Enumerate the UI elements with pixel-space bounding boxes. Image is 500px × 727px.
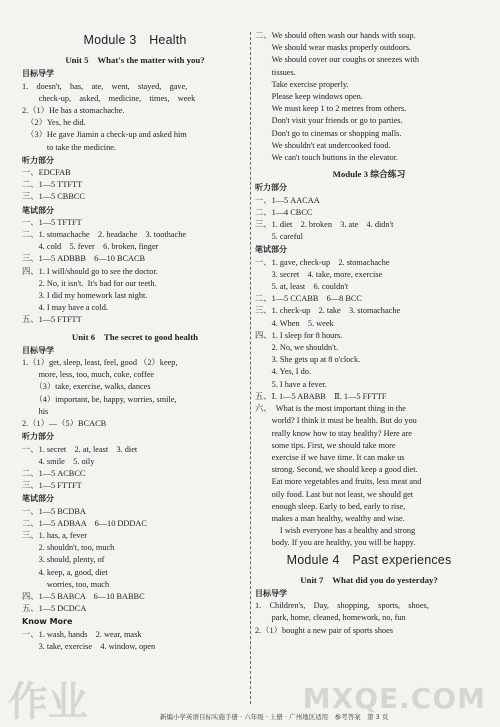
answer-line: 2.（1）bought a new pair of sports shoes	[255, 625, 394, 635]
answer-line: 二、1—5 CCABB 6—8 BCC	[255, 294, 362, 304]
answer-line: 二、1—5 ADBAA 6—10 DDDAC	[22, 518, 147, 528]
answer-line: 一、1—5 TFTFT	[22, 217, 82, 227]
answer-line: 4. keep, a, good, diet	[22, 567, 108, 577]
answer-line: 3. take, exercise 4. window, open	[22, 641, 156, 651]
answer-line: 一、1. gave, check-up 2. stomachache	[255, 257, 390, 267]
answer-line: Don't visit your friends or go to parties.	[255, 116, 403, 126]
right-column	[255, 30, 483, 637]
answer-line: 四、1. I sleep for 8 hours.	[255, 330, 343, 340]
essay-line: 六、 What is the most important thing in the	[255, 404, 406, 414]
answer-line: 五、1—5 DCDCA	[22, 604, 87, 614]
unit-5-title: Unit 5 What's the matter with you?	[65, 55, 205, 66]
answer-line: 三、1. has, a, fever	[22, 530, 87, 540]
essay-line: oily food. Last but not least, we should get	[255, 489, 414, 499]
left-column	[22, 30, 248, 653]
answer-line: We should wear masks properly outdoors.	[255, 43, 412, 53]
answer-line: 三、1—5 CBBCC	[22, 192, 85, 202]
section-heading: 笔试部分	[22, 205, 54, 215]
answer-line: his	[22, 406, 49, 416]
section-heading: 听力部分	[255, 183, 287, 193]
section-heading: 听力部分	[22, 432, 54, 442]
answer-line: We shouldn't eat undercooked food.	[255, 140, 391, 150]
essay-line: really know how to stay healthy? Here are	[255, 428, 412, 438]
answer-line: We can't touch buttons in the elevator.	[255, 153, 398, 163]
answer-line: 1. Children's, Day, shopping, sports, shoes,	[255, 601, 429, 611]
answer-line: 2. shouldn't, too, much	[22, 543, 115, 553]
answer-line: Don't go to cinemas or shopping malls.	[255, 128, 402, 138]
answer-line: We must keep 1 to 2 metres from others.	[255, 104, 407, 114]
page-footer: 新编小学英语目标实施手册 · 六年级 · 上册 · 广州地区适用 参考答案 第 3 页	[160, 713, 389, 721]
answer-line: 五、Ⅰ. 1—5 ABABB Ⅱ. 1—5 FFTTF	[255, 391, 387, 401]
answer-line: worries, too, much	[22, 579, 110, 589]
essay-line: strong. Second, we should keep a good diet.	[255, 465, 418, 475]
unit-6-title: Unit 6 The secret to good health	[71, 331, 199, 342]
answer-line: 一、1—5 BCDBA	[22, 506, 86, 516]
answer-line: 五、1—5 FTFTT	[22, 315, 82, 325]
answer-line: Please keep windows open.	[255, 92, 363, 102]
module-3-title: Module 3 Health	[83, 33, 187, 47]
answer-line: 5. careful	[255, 232, 303, 242]
answer-line: Take exercise properly.	[255, 79, 349, 89]
section-heading: 目标导学	[255, 588, 287, 598]
answer-line: 4. I may have a cold.	[22, 303, 108, 313]
answer-line: park, home, cleaned, homework, no, fun	[255, 613, 406, 623]
module-3-review-title: Module 3 综合练习	[332, 169, 406, 180]
answer-line: 1. doesn't, has, ate, went, stayed, gave,	[22, 81, 188, 91]
answer-line: 四、1. I will/should go to see the doctor.	[22, 266, 158, 276]
answer-line: tissues.	[255, 67, 296, 77]
answer-line: 3. secret 4. take, more, exercise	[255, 269, 383, 279]
essay-line: makes a man healthy, wealthy and wise.	[255, 513, 405, 523]
answer-line: 二、1. stomachache 2. headache 3. toothache	[22, 230, 187, 240]
answer-line: We should cover our coughs or sneezes with	[255, 55, 420, 65]
answer-line: 5. I have a fever.	[255, 379, 327, 389]
answer-line: 一、1. secret 2. at, least 3. diet	[22, 444, 138, 454]
answer-line: 4. When 5. week	[255, 318, 334, 328]
answer-line: 2.（1）—（5）BCACB	[22, 419, 107, 429]
section-heading: 听力部分	[22, 155, 54, 165]
module-4-title: Module 4 Past experiences	[286, 552, 452, 567]
answer-line: 二、1—5 TTFTT	[22, 180, 83, 190]
essay-line: Eat more vegetables and fruits, less meat and	[255, 477, 422, 487]
know-more-heading: Know More	[22, 617, 73, 627]
answer-line: 三、1. check-up 2. take 3. stomachache	[255, 306, 401, 316]
essay-line: exercise if we have time. It can make us	[255, 452, 405, 462]
answer-line: 5. at, least 6. couldn't	[255, 282, 349, 292]
section-heading: 笔试部分	[22, 494, 54, 504]
section-heading: 目标导学	[22, 69, 54, 79]
answer-line: 三、1. diet 2. broken 3. ate 4. didn't	[255, 220, 394, 230]
answer-line: check-up, asked, medicine, times, week	[22, 93, 196, 103]
answer-line: 1.（1）get, sleep, least, feel, good （2）keep,	[22, 358, 178, 368]
answer-line: （2）Yes, he did.	[22, 118, 86, 128]
unit-7-title: Unit 7 What did you do yesterday?	[300, 574, 438, 585]
answer-line: 2. No, we shouldn't.	[255, 343, 339, 353]
answer-line: 3. should, plenty, of	[22, 555, 105, 565]
answer-line: 三、1—5 ADBBB 6—10 BCACB	[22, 254, 146, 264]
answer-line: 2. No, it isn't. It's bad for our teeth.	[22, 278, 157, 288]
essay-line: I wish everyone has a healthy and strong	[255, 526, 416, 536]
answer-line: 2.（1）He has a stomachache.	[22, 106, 125, 116]
column-divider	[250, 32, 251, 704]
answer-line: 二、1—4 CBCC	[255, 207, 313, 217]
answer-line: 二、We should often wash our hands with soap.	[255, 31, 416, 40]
answer-line: 4. Yes, I do.	[255, 367, 312, 377]
answer-line: 一、EDCFAB	[22, 168, 71, 178]
answer-line: 四、1—5 BABCA 6—10 BABBC	[22, 591, 145, 601]
answer-line: 二、1—5 ACBCC	[22, 468, 86, 478]
answer-line: 3. She gets up at 8 o'clock.	[255, 355, 361, 365]
answer-line: 3. I did my homework last night.	[22, 291, 148, 301]
watermark-left: 作业	[8, 679, 88, 725]
section-heading: 笔试部分	[255, 245, 287, 255]
answer-line: more, less, too, much, coke, coffee	[22, 370, 155, 380]
answer-line: to take the medicine.	[22, 142, 117, 152]
watermark-right: MXQE.COM	[302, 682, 486, 715]
section-heading: 目标导学	[22, 345, 54, 355]
answer-line: 三、1—5 FTTFT	[22, 481, 82, 491]
answer-line: （3）take, exercise, walks, dances	[22, 382, 151, 392]
essay-line: enough sleep. Early to bed, early to rise,	[255, 501, 406, 511]
answer-line: 一、1—5 AACAA	[255, 195, 320, 205]
answer-line: （4）important, be, happy, worries, smile,	[22, 394, 177, 404]
answer-line: 一、1. wash, hands 2. wear, mask	[22, 629, 142, 639]
answer-line: 4. smile 5. oily	[22, 456, 95, 466]
essay-line: world? I think it must be health. But do you	[255, 416, 417, 426]
essay-line: some tips. First, we should take more	[255, 440, 396, 450]
essay-line: body. If you are healthy, you will be happy.	[255, 538, 416, 548]
answer-line: 4. cold 5. fever 6. broken, finger	[22, 242, 159, 252]
answer-line: （3）He gave Jiamin a check-up and asked him	[22, 130, 187, 140]
